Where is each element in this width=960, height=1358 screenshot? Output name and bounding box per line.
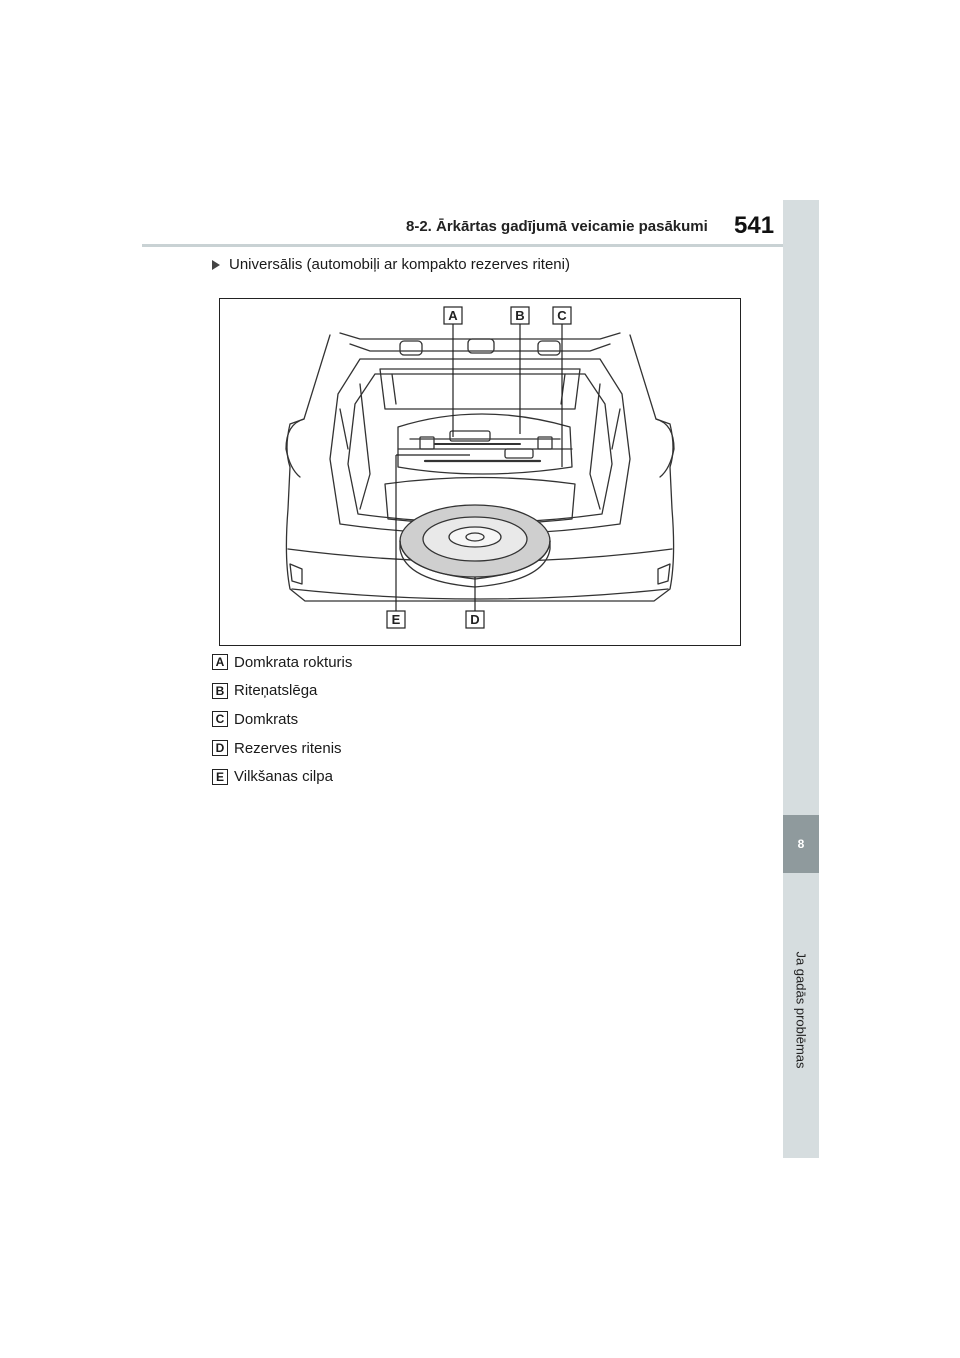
- legend-letter-box: A: [212, 654, 228, 670]
- header-section-title: 8-2. Ārkārtas gadījumā veicamie pasākumi: [406, 218, 708, 235]
- section-heading-text: Universālis (automobiļi ar kompakto rezerves riteni): [229, 256, 570, 273]
- legend-item: [212, 705, 352, 734]
- legend-item: [212, 762, 352, 791]
- section-heading: [212, 256, 570, 273]
- legend-item: [212, 734, 352, 763]
- legend-letter-box: D: [212, 740, 228, 756]
- callout-d: D: [470, 612, 480, 627]
- legend-item: [212, 648, 352, 677]
- callout-a: A: [448, 308, 458, 323]
- triangle-bullet-icon: [212, 260, 220, 270]
- legend-text: Rezerves ritenis: [234, 739, 342, 757]
- callout-e: E: [391, 612, 401, 627]
- chapter-title: Ja gadās problēmas: [793, 951, 809, 1069]
- legend-text: Domkrats: [234, 710, 299, 728]
- legend-letter-box: B: [212, 683, 228, 699]
- chapter-number-tab: 8: [783, 815, 819, 873]
- legend-text: Domkrata rokturis: [234, 653, 353, 671]
- header-rule: [142, 244, 783, 247]
- callout-c: C: [557, 308, 567, 323]
- legend-list: [212, 648, 352, 791]
- legend-text: Riteņatslēga: [234, 682, 318, 700]
- page-number: 541: [734, 212, 775, 239]
- legend-letter-box: E: [212, 769, 228, 785]
- legend-text: Vilkšanas cilpa: [234, 768, 333, 786]
- trunk-illustration: [219, 298, 741, 646]
- legend-letter-box: C: [212, 711, 228, 727]
- callout-b: B: [515, 308, 525, 323]
- legend-item: [212, 677, 352, 706]
- trunk-drawing: [220, 299, 740, 645]
